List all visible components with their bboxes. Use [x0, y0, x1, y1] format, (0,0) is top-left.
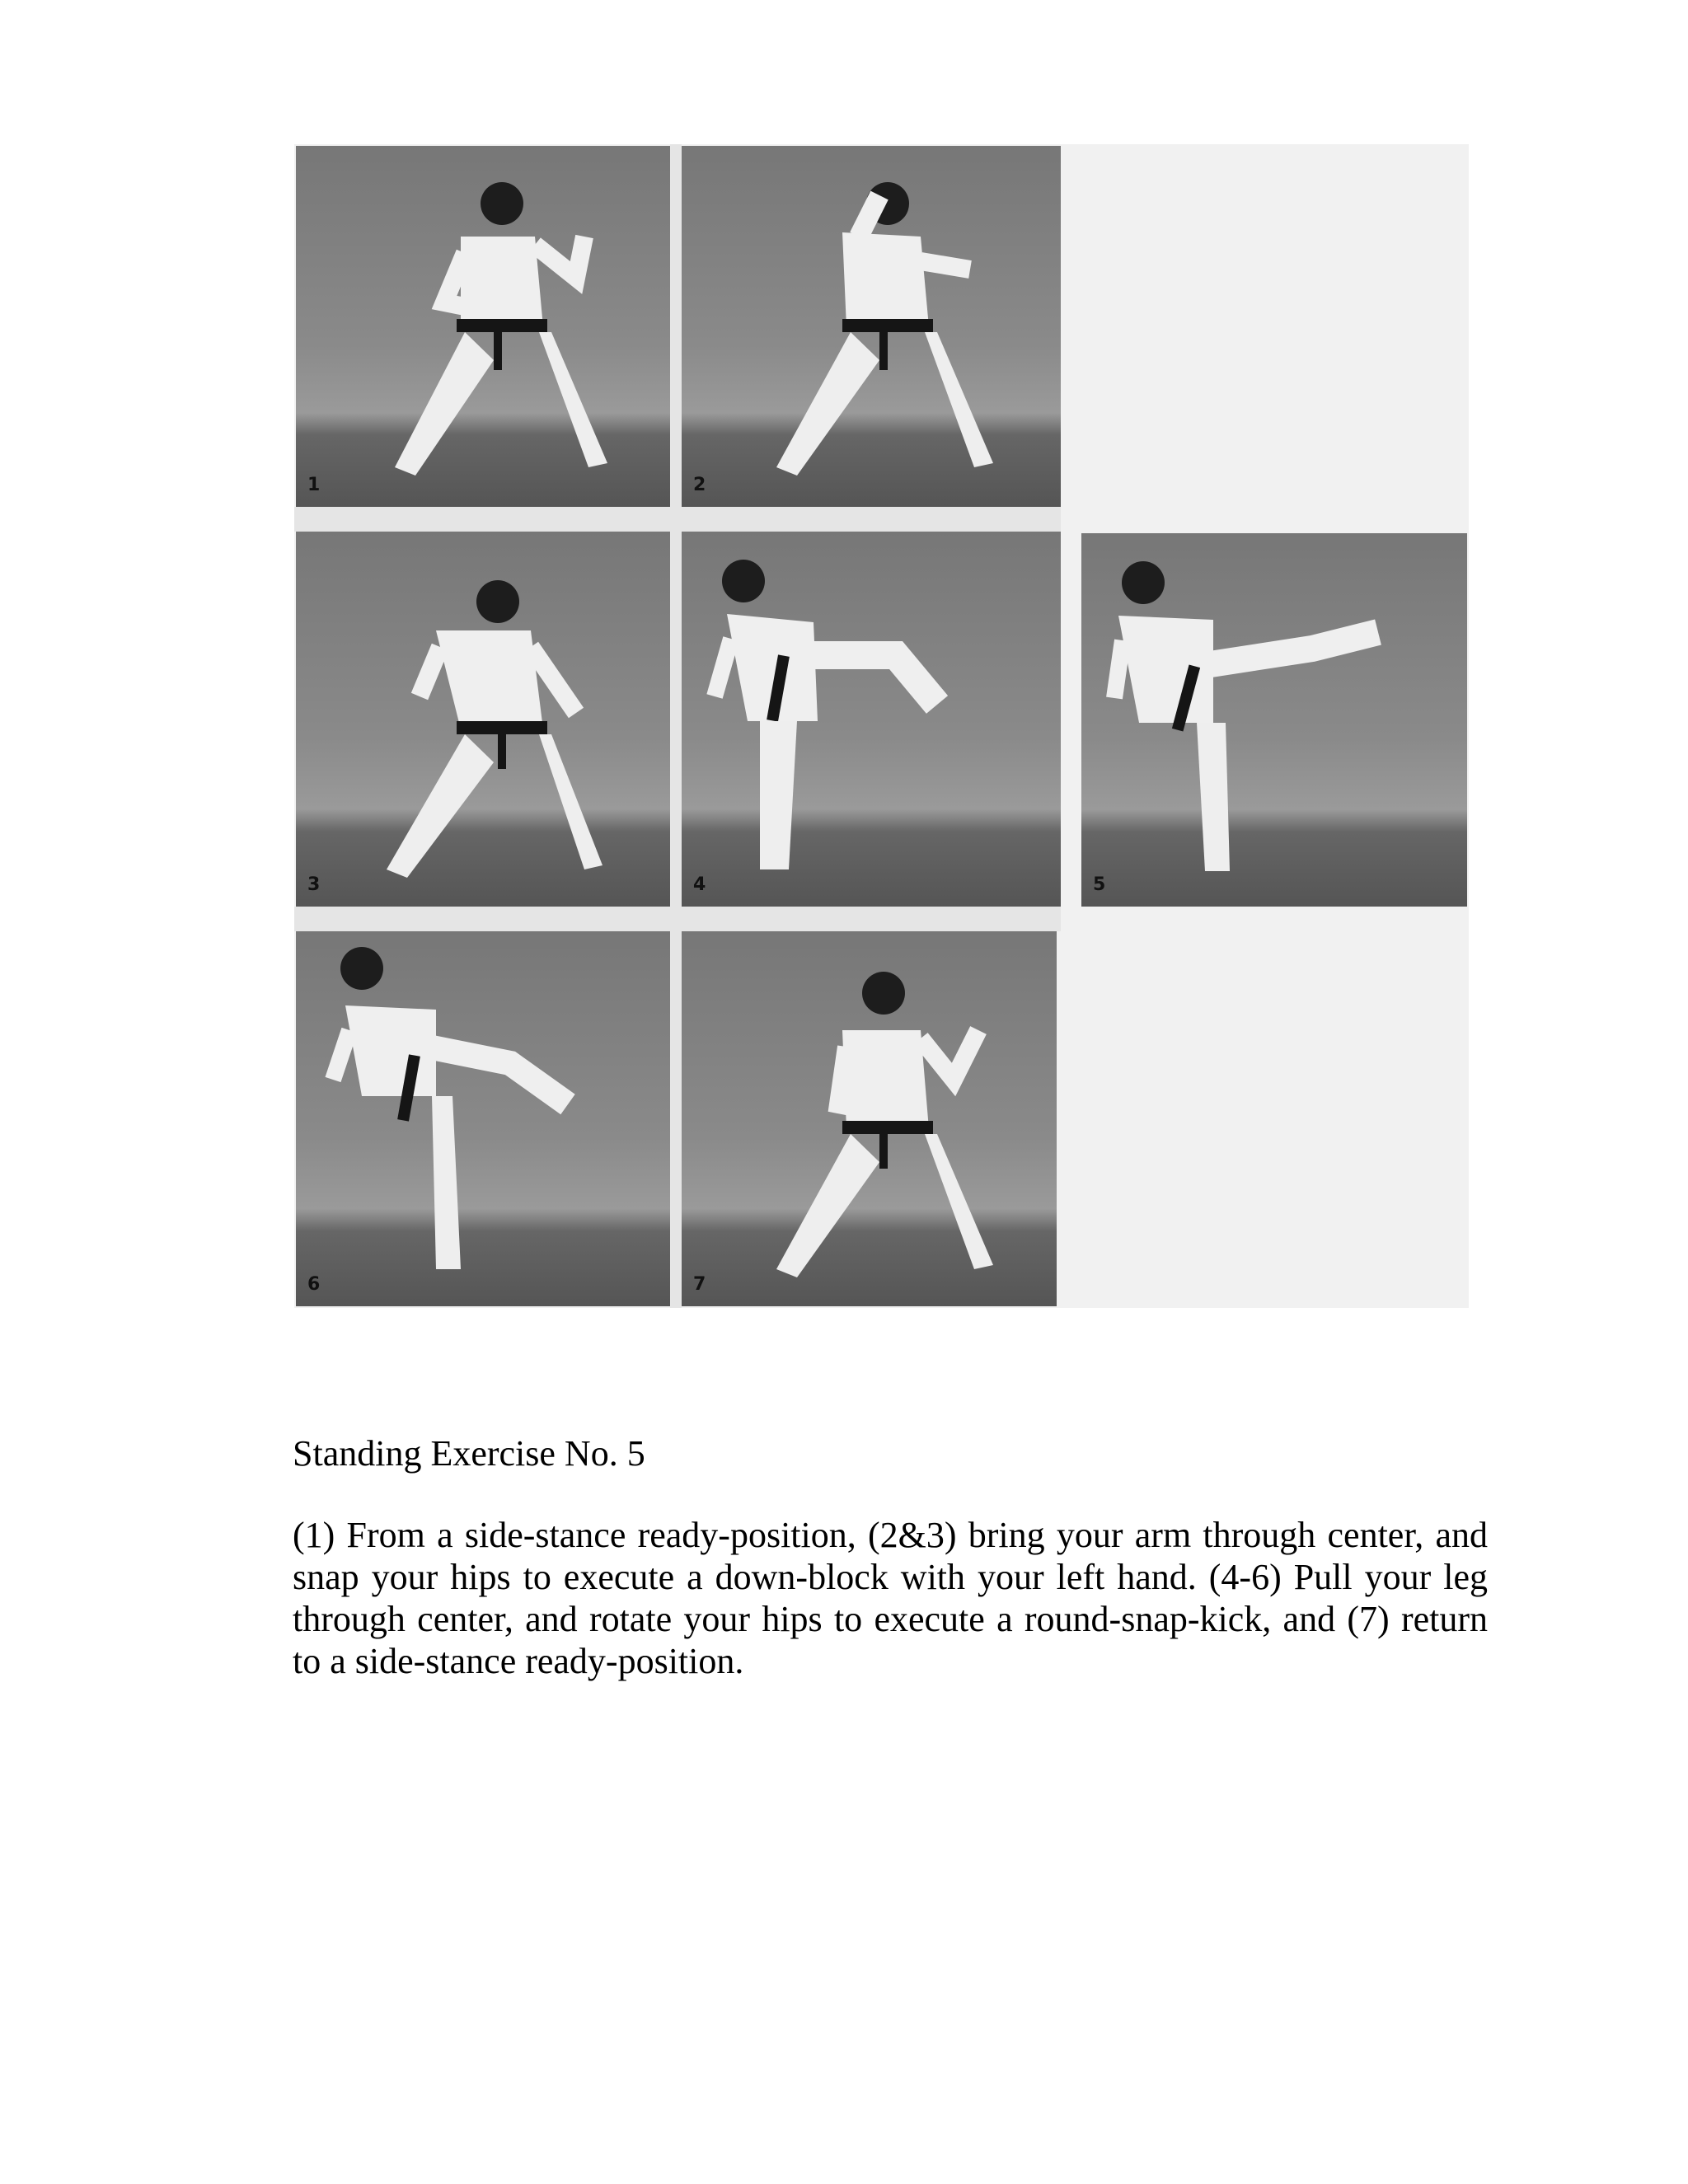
karateka-kick-illustration — [296, 931, 670, 1306]
photo-panel-4 — [682, 532, 1061, 907]
panel-number: 5 — [1093, 874, 1106, 895]
panel-number: 6 — [307, 1274, 321, 1295]
photo-panel-2 — [682, 146, 1061, 507]
panel-number: 4 — [693, 874, 706, 895]
panel-number: 7 — [693, 1274, 706, 1295]
photo-gutter-vertical — [670, 144, 682, 1308]
karateka-stance-illustration — [296, 532, 670, 907]
karateka-kick-illustration — [1081, 533, 1467, 907]
panel-number: 2 — [693, 475, 706, 495]
photo-panel-6 — [296, 931, 670, 1306]
exercise-instructions: (1) From a side-stance ready-position, (2&3) bring your arm through center, and snap your hips to execute a down-block with your left hand. (4-6) Pull your leg through center, and rotate your hips to execute a round-snap-kick, and (7) return to a side-stance ready-position. — [293, 1515, 1488, 1681]
photo-panel-5 — [1081, 533, 1467, 907]
panel-number: 3 — [307, 874, 321, 895]
karateka-stance-illustration — [682, 931, 1057, 1306]
photo-gutter-horizontal — [294, 507, 1061, 532]
photo-panel-7 — [682, 931, 1057, 1306]
panel-number: 1 — [307, 475, 321, 495]
exercise-title: Standing Exercise No. 5 — [293, 1433, 645, 1474]
karateka-stance-illustration — [682, 146, 1061, 507]
exercise-photo-sequence — [294, 144, 1469, 1308]
photo-gutter-horizontal — [294, 907, 1061, 931]
karateka-kick-illustration — [682, 532, 1061, 907]
karateka-stance-illustration — [296, 146, 670, 507]
photo-panel-1 — [296, 146, 670, 507]
photo-panel-3 — [296, 532, 670, 907]
